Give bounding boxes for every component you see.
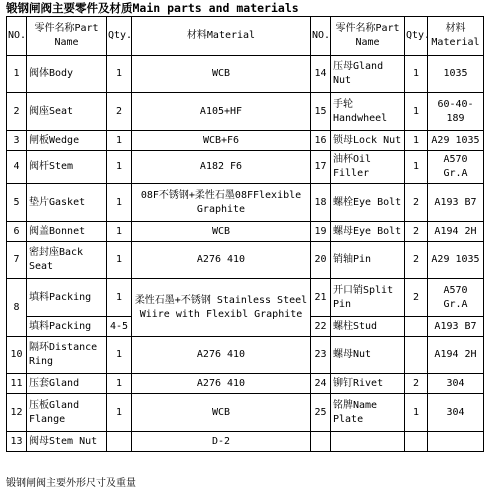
table-row <box>7 56 484 93</box>
part-no: 5 <box>7 184 27 222</box>
part-name: 锁母Lock Nut <box>331 131 405 151</box>
page-title: 锻钢闸阀主要零件及材质Main parts and materials <box>6 1 299 15</box>
part-material: 304 <box>428 374 484 394</box>
part-material: A570 Gr.A <box>428 279 484 317</box>
header-part-name: 零件名称Part Name <box>331 17 405 56</box>
table-row <box>7 151 484 184</box>
part-material: WCB <box>132 222 311 242</box>
part-qty: 1 <box>107 56 132 93</box>
part-material: A182 F6 <box>132 151 311 184</box>
part-name: 阀杆Stem <box>27 151 107 184</box>
part-no: 11 <box>7 374 27 394</box>
part-name: 铆钉Rivet <box>331 374 405 394</box>
part-material: A105+HF <box>132 93 311 131</box>
part-qty: 2 <box>405 222 428 242</box>
table-row <box>7 184 484 222</box>
table-row <box>7 374 484 394</box>
empty-cell <box>331 432 405 452</box>
part-material: WCB+F6 <box>132 131 311 151</box>
part-no: 2 <box>7 93 27 131</box>
part-name: 隔环Distance Ring <box>27 337 107 374</box>
table-row <box>7 432 484 452</box>
header-material: 材料Material <box>428 17 484 56</box>
part-qty: 1 <box>107 184 132 222</box>
part-qty: 2 <box>405 279 428 317</box>
part-no: 22 <box>311 317 331 337</box>
part-name: 螺柱Stud <box>331 317 405 337</box>
part-no: 3 <box>7 131 27 151</box>
part-no: 14 <box>311 56 331 93</box>
part-no: 23 <box>311 337 331 374</box>
part-qty: 1 <box>107 151 132 184</box>
part-material: WCB <box>132 56 311 93</box>
part-qty: 4-5 <box>107 317 132 337</box>
part-name: 填料Packing <box>27 317 107 337</box>
part-name: 油杯Oil Filler <box>331 151 405 184</box>
part-no: 19 <box>311 222 331 242</box>
parts-table <box>6 16 484 452</box>
part-qty: 1 <box>405 56 428 93</box>
empty-cell <box>428 432 484 452</box>
part-material: D-2 <box>132 432 311 452</box>
part-no: 17 <box>311 151 331 184</box>
part-qty <box>107 432 132 452</box>
part-material: A276 410 <box>132 337 311 374</box>
part-qty: 1 <box>107 337 132 374</box>
part-material: 柔性石墨+不锈钢 Stainless Steel Wiire with Flexibl Graphite <box>132 279 311 337</box>
part-qty: 1 <box>107 131 132 151</box>
part-qty <box>405 337 428 374</box>
part-material: 08F不锈钢+柔性石墨08FFlexible Graphite <box>132 184 311 222</box>
part-material: A29 1035 <box>428 242 484 279</box>
header-qty: Qty. <box>405 17 428 56</box>
part-material: A276 410 <box>132 374 311 394</box>
part-qty: 2 <box>405 184 428 222</box>
part-no: 10 <box>7 337 27 374</box>
part-name: 闸板Wedge <box>27 131 107 151</box>
part-no: 6 <box>7 222 27 242</box>
part-no: 12 <box>7 394 27 432</box>
part-name: 铭牌Name Plate <box>331 394 405 432</box>
part-material: A29 1035 <box>428 131 484 151</box>
part-qty <box>405 317 428 337</box>
header-part-name: 零件名称Part Name <box>27 17 107 56</box>
header-no: NO. <box>7 17 27 56</box>
part-material: 1035 <box>428 56 484 93</box>
part-name: 密封座Back Seat <box>27 242 107 279</box>
part-no: 24 <box>311 374 331 394</box>
table-row <box>7 93 484 131</box>
part-name: 阀母Stem Nut <box>27 432 107 452</box>
part-no: 21 <box>311 279 331 317</box>
part-qty: 1 <box>405 151 428 184</box>
header-qty: Qty. <box>107 17 132 56</box>
part-name: 阀体Body <box>27 56 107 93</box>
part-no: 15 <box>311 93 331 131</box>
empty-cell <box>311 432 331 452</box>
table-header-row <box>7 17 484 56</box>
part-material: A276 410 <box>132 242 311 279</box>
part-material: A194 2H <box>428 222 484 242</box>
part-material: A193 B7 <box>428 184 484 222</box>
table-row <box>7 337 484 374</box>
part-qty: 1 <box>107 279 132 317</box>
part-name: 螺母Eye Bolt <box>331 222 405 242</box>
part-no: 18 <box>311 184 331 222</box>
part-material: A570 Gr.A <box>428 151 484 184</box>
part-name: 销轴Pin <box>331 242 405 279</box>
empty-cell <box>405 432 428 452</box>
part-name: 螺栓Eye Bolt <box>331 184 405 222</box>
part-name: 压套Gland <box>27 374 107 394</box>
table-row <box>7 131 484 151</box>
part-name: 压母Gland Nut <box>331 56 405 93</box>
part-no: 13 <box>7 432 27 452</box>
part-material: 60-40-189 <box>428 93 484 131</box>
part-qty: 1 <box>107 222 132 242</box>
part-no: 25 <box>311 394 331 432</box>
part-name: 阀盖Bonnet <box>27 222 107 242</box>
table-row <box>7 242 484 279</box>
footer-caption <box>6 478 156 489</box>
part-name: 垫片Gasket <box>27 184 107 222</box>
part-qty: 2 <box>405 374 428 394</box>
table-row <box>7 222 484 242</box>
part-qty: 1 <box>405 394 428 432</box>
part-name: 开口销Split Pin <box>331 279 405 317</box>
part-name: 螺母Nut <box>331 337 405 374</box>
part-qty: 1 <box>107 242 132 279</box>
part-name: 填料Packing <box>27 279 107 317</box>
part-qty: 2 <box>405 242 428 279</box>
part-material: A193 B7 <box>428 317 484 337</box>
part-name: 压板Gland Flange <box>27 394 107 432</box>
part-qty: 1 <box>405 131 428 151</box>
part-no: 7 <box>7 242 27 279</box>
part-material: A194 2H <box>428 337 484 374</box>
footer-caption-text: 锻钢闸阀主要外形尺寸及重量 <box>6 478 136 489</box>
part-qty: 1 <box>107 394 132 432</box>
header-no: NO. <box>311 17 331 56</box>
part-qty: 1 <box>405 93 428 131</box>
table-row <box>7 279 484 317</box>
part-material: 304 <box>428 394 484 432</box>
part-qty: 2 <box>107 93 132 131</box>
part-name: 手轮 Handwheel <box>331 93 405 131</box>
table-row <box>7 394 484 432</box>
part-no: 4 <box>7 151 27 184</box>
header-material: 材料Material <box>132 17 311 56</box>
part-no: 16 <box>311 131 331 151</box>
part-name: 阀座Seat <box>27 93 107 131</box>
part-no: 1 <box>7 56 27 93</box>
part-qty: 1 <box>107 374 132 394</box>
part-no: 20 <box>311 242 331 279</box>
part-no: 8 <box>7 279 27 337</box>
part-material: WCB <box>132 394 311 432</box>
